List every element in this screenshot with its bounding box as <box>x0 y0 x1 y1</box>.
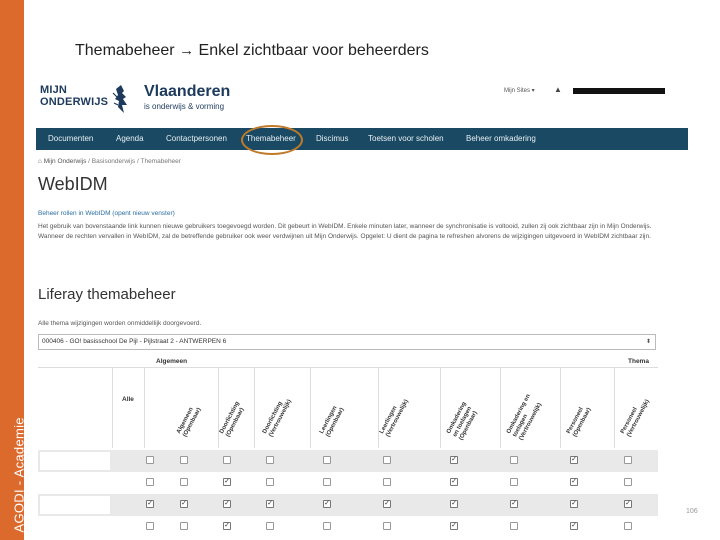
theme-checkbox[interactable] <box>323 478 331 486</box>
column-divider <box>112 368 113 448</box>
logo-line-1: MIJN <box>40 84 68 96</box>
theme-checkbox[interactable] <box>510 478 518 486</box>
all-checkbox[interactable]: ✓ <box>147 500 153 507</box>
theme-permissions-grid <box>38 354 658 532</box>
breadcrumb-sep-1: / <box>88 158 90 165</box>
breadcrumb-home[interactable]: ⌂ Mijn Onderwijs <box>38 158 87 165</box>
all-checkbox[interactable] <box>146 522 154 530</box>
theme-checkbox[interactable]: ✓ <box>571 522 577 529</box>
theme-checkbox[interactable] <box>383 456 391 464</box>
my-sites-menu[interactable]: Mijn Sites ▾ <box>504 88 535 94</box>
table-row <box>38 450 658 472</box>
page-number: 106 <box>686 508 698 515</box>
column-header-label: Algemeen (Openbaar) <box>176 406 203 439</box>
table-row <box>38 516 658 532</box>
theme-checkbox[interactable]: ✓ <box>384 500 390 507</box>
theme-checkbox[interactable] <box>323 456 331 464</box>
nav-item-agenda[interactable]: Agenda <box>116 134 144 143</box>
all-checkbox[interactable] <box>146 456 154 464</box>
warning-icon[interactable]: ▲ <box>554 85 562 94</box>
theme-checkbox[interactable]: ✓ <box>511 500 517 507</box>
school-select-value: 000406 - GO! basisschool De Pijl - Pijlstraat 2 - ANTWERPEN 6 <box>42 338 227 345</box>
nav-item-discimus[interactable]: Discimus <box>316 134 349 143</box>
group-general-label: Algemeen <box>156 358 188 365</box>
nav-item-contactpersonen[interactable]: Contactpersonen <box>166 134 227 143</box>
slide-title <box>75 42 429 60</box>
column-header-label: Doorlichting (Openbaar) <box>219 400 246 439</box>
side-label <box>0 0 27 540</box>
theme-checkbox[interactable] <box>624 478 632 486</box>
theme-checkbox[interactable]: ✓ <box>451 456 457 463</box>
theme-checkbox[interactable]: ✓ <box>224 522 230 529</box>
breadcrumb-level3: Themabeheer <box>140 158 181 165</box>
webidm-heading: WebIDM <box>38 174 108 194</box>
theme-checkbox[interactable] <box>323 522 331 530</box>
theme-checkbox[interactable]: ✓ <box>224 478 230 485</box>
arrow-icon: → <box>179 42 195 59</box>
column-header-label: Doorlichting (Vertrouwelijk) <box>262 398 293 439</box>
column-header <box>379 372 451 444</box>
theme-checkbox[interactable]: ✓ <box>625 500 631 507</box>
nav-item-themabeheer[interactable]: Themabeheer <box>246 134 296 143</box>
webidm-roles-link[interactable]: Beheer rollen in WebIDM (opent nieuw venster) <box>38 210 175 217</box>
theme-checkbox[interactable] <box>266 456 274 464</box>
breadcrumb <box>38 158 181 165</box>
table-row <box>38 472 658 494</box>
theme-checkbox[interactable]: ✓ <box>451 500 457 507</box>
nav-item-beheer-omkadering[interactable]: Beheer omkadering <box>466 134 536 143</box>
chevron-down-icon: ⬍ <box>645 339 651 345</box>
theme-checkbox[interactable]: ✓ <box>451 522 457 529</box>
theme-checkbox[interactable]: ✓ <box>267 500 273 507</box>
webidm-explanation: Het gebruik van bovenstaande link kunnen nieuwe gebruikers toegevoegd worden. Dit gebeurt in WebIDM. Enkele minuten later, wanneer de synchronisatie is voltooid, zullen zij ook zichtbaar zijn in Mijn Onderwijs. Wanneer de rechten vervallen in WebIDM, zal de betreffende gebruiker ook weer verdwijnen uit Mijn Onderwijs. Opgelet: U dient de pagina te refreshen alvorens de wijzigingen uitgevoerd in WebIDM zichtbaar zijn. <box>38 223 652 240</box>
highlight-ring <box>241 125 303 155</box>
column-divider <box>144 368 145 448</box>
theme-checkbox[interactable] <box>266 522 274 530</box>
theme-checkbox[interactable] <box>624 456 632 464</box>
theme-checkbox[interactable]: ✓ <box>324 500 330 507</box>
column-header-label: Personeel (Openbaar) <box>566 406 593 439</box>
column-header-label: Omkadering en toelagen (Openbaar) <box>446 401 479 442</box>
column-header <box>620 372 688 444</box>
breadcrumb-sep-2: / <box>136 158 139 165</box>
column-header-label: Leerlingen (Openbaar) <box>319 405 346 439</box>
theme-checkbox[interactable]: ✓ <box>571 478 577 485</box>
vlaanderen-name: Vlaanderen <box>144 83 231 100</box>
theme-checkbox[interactable] <box>223 456 231 464</box>
theme-checkbox[interactable]: ✓ <box>571 456 577 463</box>
theme-checkbox[interactable] <box>180 478 188 486</box>
side-label-text: AGODI - Academie <box>11 417 27 533</box>
breadcrumb-level2[interactable]: Basisonderwijs <box>91 158 136 165</box>
nav-item-documenten[interactable]: Documenten <box>48 134 94 143</box>
theme-checkbox[interactable] <box>383 478 391 486</box>
user-name-cell <box>40 518 110 532</box>
column-header-all: Alle <box>122 396 134 403</box>
slide-title-rest: Enkel zichtbaar voor beheerders <box>198 42 429 59</box>
all-checkbox[interactable] <box>146 478 154 486</box>
column-header-label: Personeel (Vertrouwelijk) <box>620 398 651 439</box>
mijn-onderwijs-logo[interactable] <box>40 84 108 108</box>
column-header-label: Leerlingen (Vertrouwelijk) <box>379 398 410 439</box>
theme-checkbox[interactable] <box>383 522 391 530</box>
slide-title-main: Themabeheer <box>75 42 175 59</box>
vlaanderen-subtitle: is onderwijs & vorming <box>144 102 225 111</box>
theme-checkbox[interactable] <box>180 522 188 530</box>
liferay-heading: Liferay themabeheer <box>38 286 176 303</box>
user-name-cell <box>40 452 110 470</box>
theme-checkbox[interactable] <box>180 456 188 464</box>
table-row <box>38 494 658 516</box>
theme-checkbox[interactable]: ✓ <box>451 478 457 485</box>
theme-checkbox[interactable] <box>624 522 632 530</box>
grid-group-header <box>38 354 658 368</box>
main-nav <box>36 128 688 150</box>
liferay-note: Alle thema wijzigingen worden onmiddellijk doorgevoerd. <box>38 320 202 327</box>
column-header-label: Omkadering en toelagen (Vertrouwelijk) <box>506 393 544 442</box>
school-select[interactable] <box>38 334 656 350</box>
user-name-cell <box>40 474 110 492</box>
theme-checkbox[interactable] <box>510 522 518 530</box>
group-theme-label: Thema <box>628 358 649 365</box>
user-name-cell <box>40 496 110 514</box>
lion-logo-icon <box>110 83 132 115</box>
brand-bar <box>36 72 688 128</box>
theme-checkbox[interactable]: ✓ <box>571 500 577 507</box>
nav-item-toetsen-voor-scholen[interactable]: Toetsen voor scholen <box>368 134 444 143</box>
logo-line-2: ONDERWIJS <box>40 96 109 108</box>
theme-checkbox[interactable] <box>510 456 518 464</box>
theme-checkbox[interactable] <box>266 478 274 486</box>
theme-checkbox[interactable]: ✓ <box>224 500 230 507</box>
redacted-user-bar <box>573 88 665 94</box>
theme-checkbox[interactable]: ✓ <box>181 500 187 507</box>
screenshot <box>36 72 688 532</box>
